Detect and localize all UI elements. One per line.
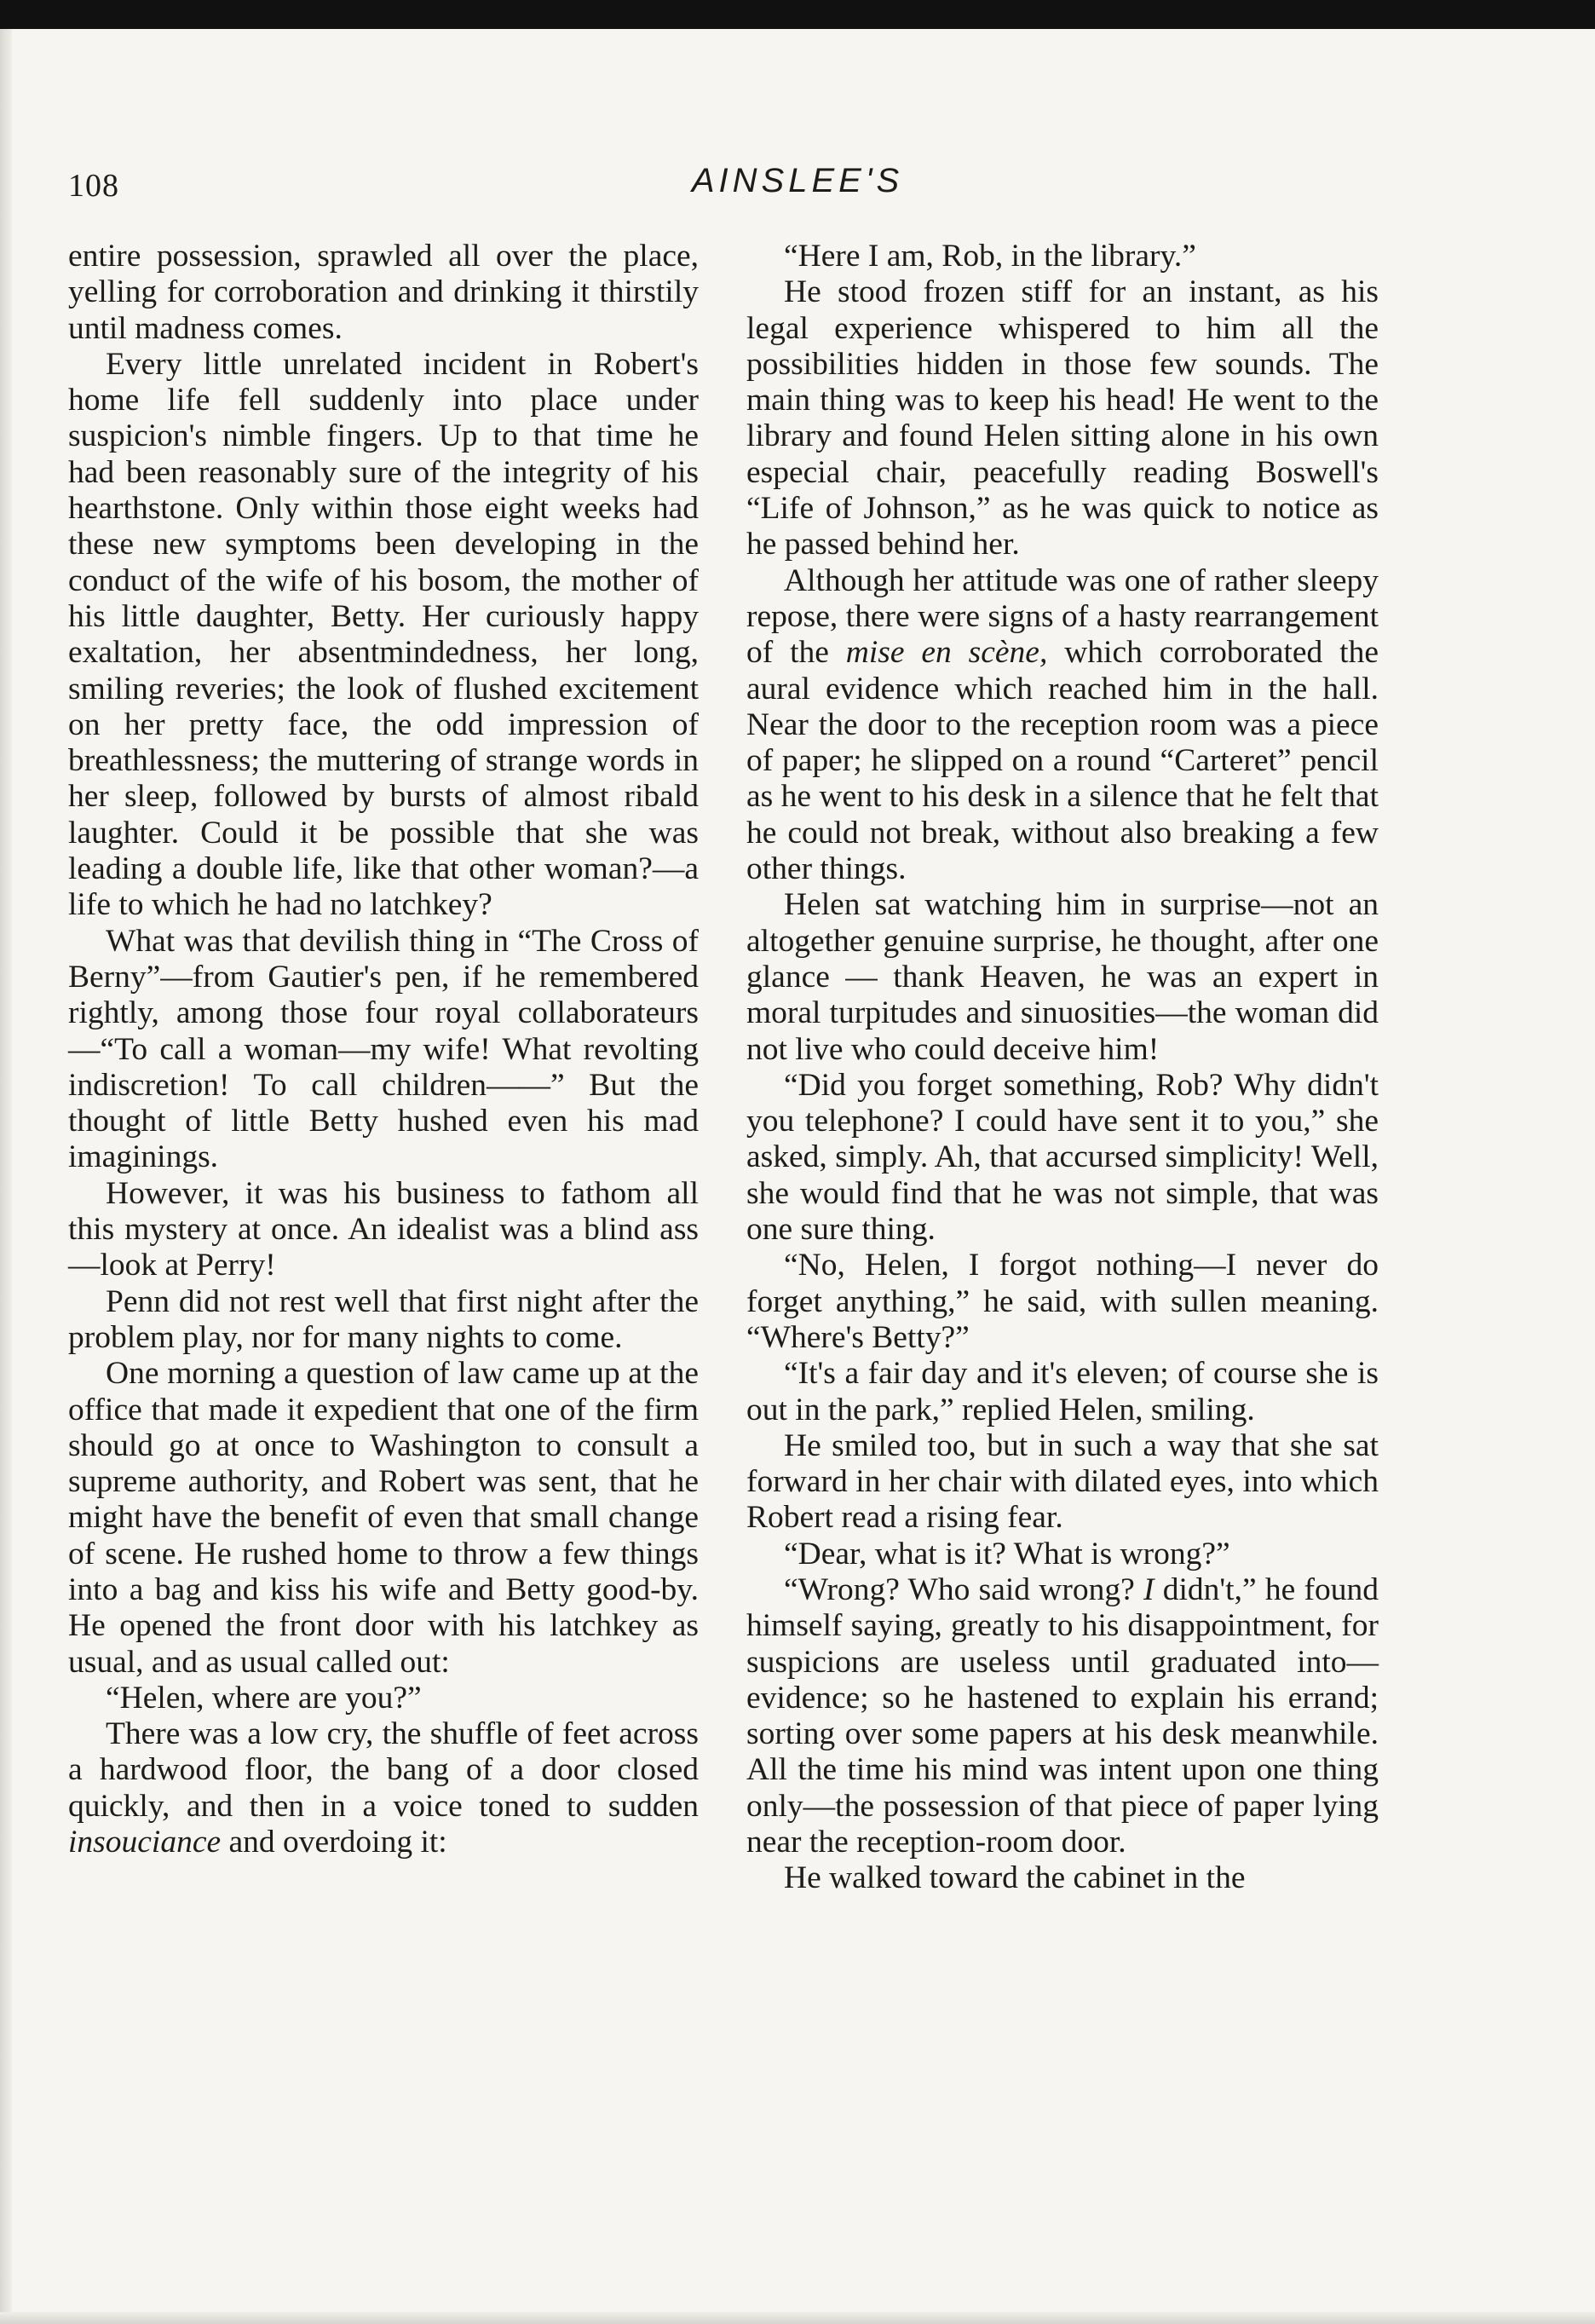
paragraph: What was that devilish thing in “The Cross of Berny”—from Gautier's pen, if he remembered rightly, among those four royal collaborateurs—“To call a woman—my wife! What revolting indiscretion! To call children——” But the thought of little Betty hushed even his mad imaginings. bbox=[68, 923, 699, 1175]
paragraph: “Dear, what is it? What is wrong?” bbox=[784, 1536, 1230, 1571]
paragraph: “Here I am, Rob, in the library.” bbox=[784, 239, 1196, 274]
paragraph: However, it was his business to fathom all this mystery at once. An idealist was a blind ass—look at Perry! bbox=[68, 1175, 699, 1283]
running-head: AINSLEE'S bbox=[691, 162, 904, 199]
paragraph: He smiled too, but in such a way that she sat forward in her chair with dilated eyes, into which Robert read a rising fear. bbox=[746, 1427, 1379, 1536]
paragraph bbox=[746, 563, 1379, 888]
scan-binding-edge bbox=[0, 29, 12, 2324]
text-run: and overdoing it: bbox=[221, 1825, 447, 1860]
scan-bottom-edge bbox=[0, 2312, 1595, 2324]
paragraph: He walked toward the cabinet in the bbox=[784, 1860, 1246, 1896]
italic-text: insouciance bbox=[68, 1825, 222, 1860]
text-run: didn't,” he found himself saying, greatly to his disappointment, for suspicions are useless until graduated into—evidence; so he hastened to explain his errand; sorting over some papers at his desk meanwhile. All the time his mind was intent upon one thing only—the possession of that piece of paper lying near the reception-room door. bbox=[746, 1571, 1379, 1860]
page-number: 108 bbox=[68, 168, 119, 204]
paragraph: He stood frozen stiff for an instant, as his legal experience whispered to him all the possibilities hidden in those few sounds. The main thing was to keep his head! He went to the library and found Helen sitting alone in his own especial chair, peacefully reading Boswell's “Life of Johnson,” as he was quick to notice as he passed behind her. bbox=[746, 274, 1379, 562]
paragraph: Every little unrelated incident in Robert's home life fell suddenly into place under suspicion's nimble fingers. Up to that time he had been reasonably sure of the integrity of his hearthstone. Only within those eight weeks had these new symptoms been developing in the conduct of the wife of his bosom, the mother of his little daughter, Betty. Her curiously happy exaltation, her absentmindedness, her long, smiling reveries; the look of flushed excitement on her pretty face, the odd impression of breathlessness; the muttering of strange words in her sleep, followed by bursts of almost ribald laughter. Could it be possible that she was leading a double life, like that other woman?—a life to which he had no latchkey? bbox=[68, 346, 699, 923]
paragraph: “It's a fair day and it's eleven; of course she is out in the park,” replied Helen, smiling. bbox=[746, 1356, 1379, 1427]
text-run: “Wrong? Who said wrong? bbox=[784, 1571, 1143, 1607]
right-column bbox=[746, 239, 1379, 1897]
paragraph bbox=[746, 1572, 1379, 1860]
paragraph: “No, Helen, I forgot nothing—I never do forget anything,” he said, with sullen meaning. “Where's Betty?” bbox=[746, 1248, 1379, 1355]
paragraph: Helen sat watching him in surprise—not an altogether genuine surprise, he thought, after one glance — thank Heaven, he was an expert in moral turpitudes and sinuosities—the woman did not live who could deceive him! bbox=[746, 887, 1379, 1067]
paragraph bbox=[68, 1716, 699, 1860]
paragraph: entire possession, sprawled all over the place, yelling for corroboration and drinking it thirstily until madness comes. bbox=[68, 239, 699, 346]
left-column bbox=[68, 239, 699, 1860]
text-run: There was a low cry, the shuffle of feet across a hardwood floor, the bang of a door closed quickly, and then in a voice toned to sudden bbox=[68, 1716, 699, 1824]
paragraph: “Did you forget something, Rob? Why didn't you telephone? I could have sent it to you,” she asked, simply. Ah, that accursed simplicity! Well, she would find that he was not simple, that was one sure thing. bbox=[746, 1067, 1379, 1248]
text-run: Although her attitude was one of rather sleepy repose, there were signs of a hasty rearrangement of the bbox=[746, 562, 1379, 671]
paragraph: “Helen, where are you?” bbox=[106, 1680, 422, 1716]
paragraph: One morning a question of law came up at the office that made it expedient that one of the firm should go at once to Washington to consult a supreme authority, and Robert was sent, that he might have the benefit of even that small change of scene. He rushed home to throw a few things into a bag and kiss his wife and Betty good-by. He opened the front door with his latchkey as usual, and as usual called out: bbox=[68, 1356, 699, 1680]
scan-top-border bbox=[0, 0, 1595, 29]
paragraph: Penn did not rest well that first night after the problem play, nor for many nights to come. bbox=[68, 1283, 699, 1355]
italic-text: I bbox=[1143, 1571, 1155, 1607]
italic-text: mise en scène, bbox=[845, 635, 1048, 671]
text-run: which corroborated the aural evidence which reached him in the hall. Near the door to the reception room was a piece of paper; he slipped on a round “Carteret” pencil as he went to his desk in a silence that he felt that he could not break, without also breaking a few other things. bbox=[746, 635, 1379, 887]
